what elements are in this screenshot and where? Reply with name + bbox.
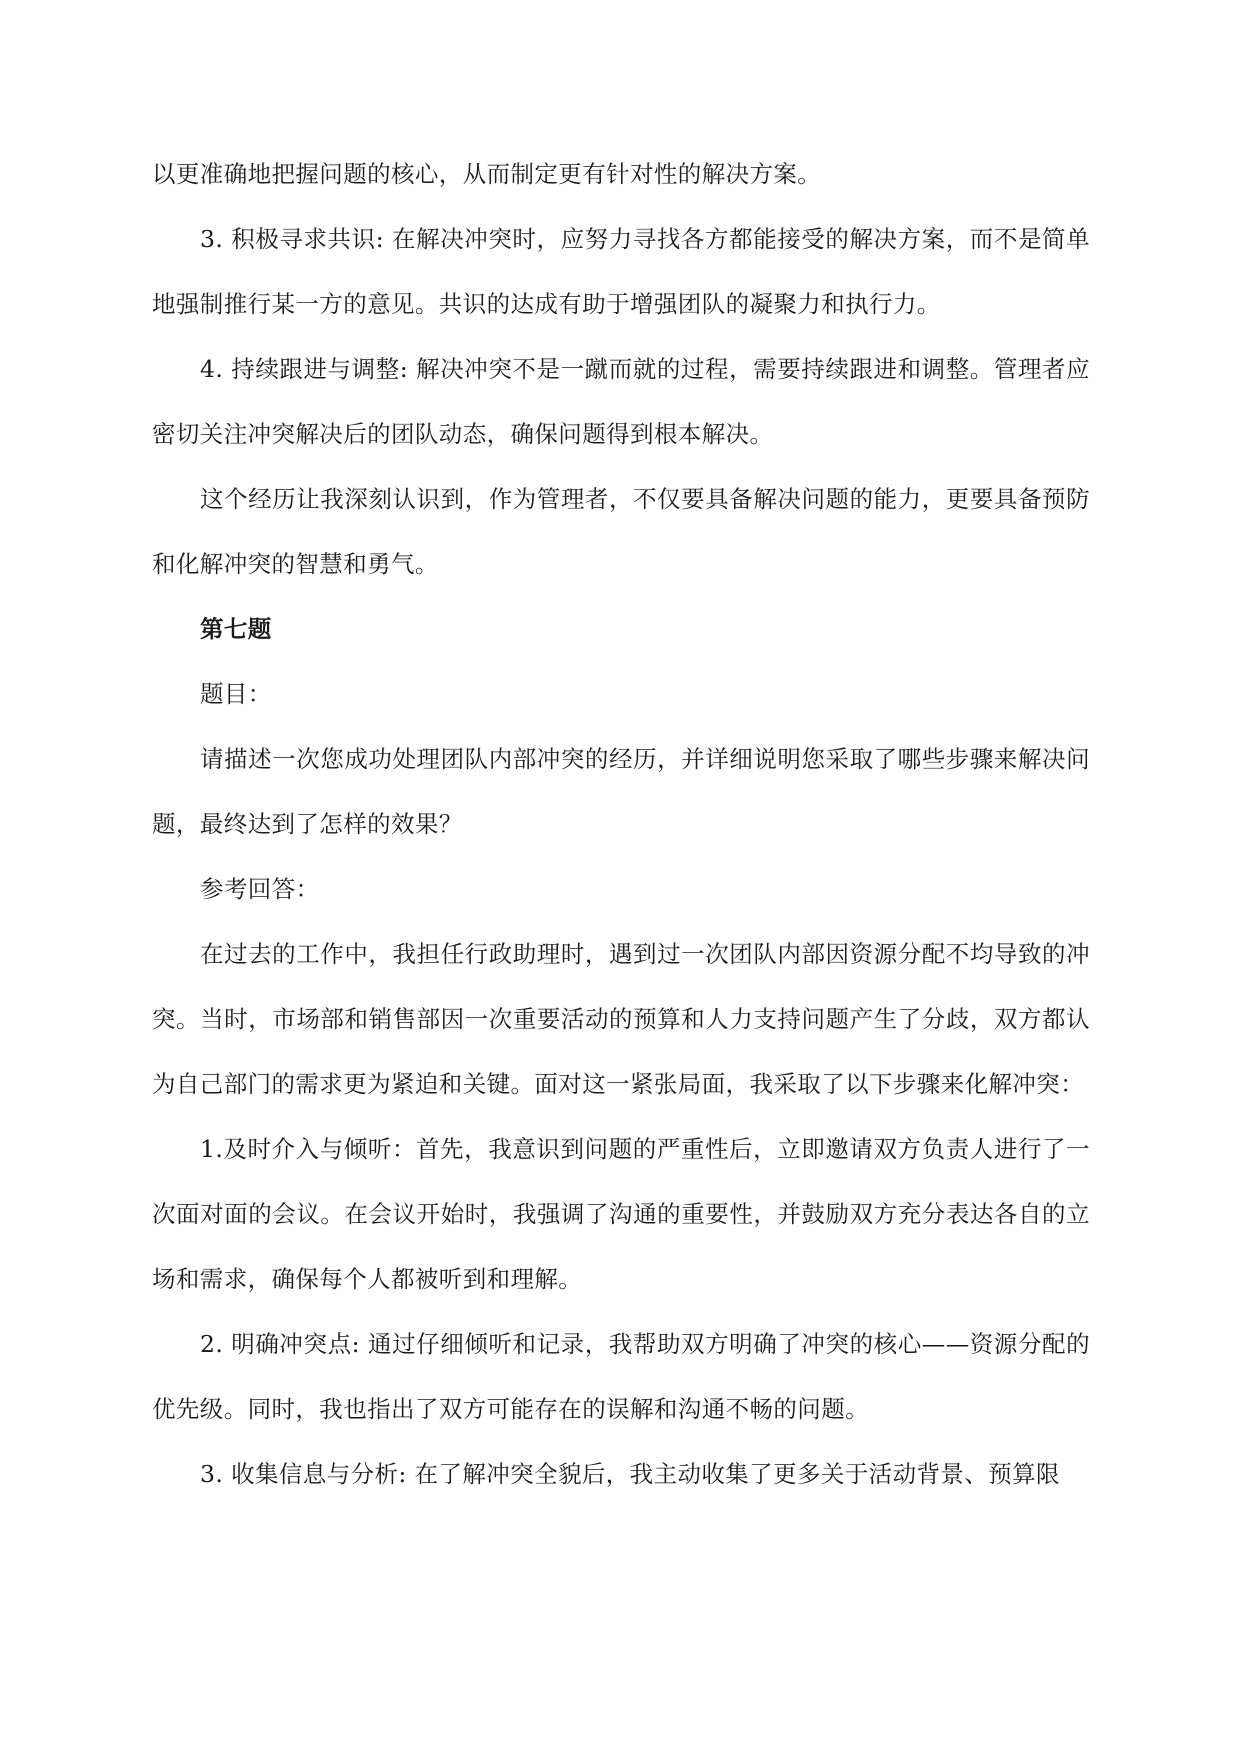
paragraph-point-3-consensus: 3. 积极寻求共识: 在解决冲突时，应努力寻找各方都能接受的解决方案，而不是简单地强制推行某一方的意见。共识的达成有助于增强团队的凝聚力和执行力。 bbox=[152, 225, 1090, 318]
question-text: 请描述一次您成功处理团队内部冲突的经历，并详细说明您采取了哪些步骤来解决问题，最终达到了怎样的效果？ bbox=[152, 745, 1090, 838]
answer-step-2: 2. 明确冲突点: 通过仔细倾听和记录，我帮助双方明确了冲突的核心——资源分配的优先级。同时，我也指出了双方可能存在的误解和沟通不畅的问题。 bbox=[152, 1330, 1090, 1423]
section-heading: 第七题 bbox=[200, 615, 272, 643]
answer-intro: 在过去的工作中，我担任行政助理时，遇到过一次团队内部因资源分配不均导致的冲突。当时，市场部和销售部因一次重要活动的预算和人力支持问题产生了分歧，双方都认为自己部门的需求更为紧迫和关键。面对这一紧张局面，我采取了以下步骤来化解冲突： bbox=[152, 940, 1090, 1098]
answer-step-1: 1.及时介入与倾听：首先，我意识到问题的严重性后，立即邀请双方负责人进行了一次面对面的会议。在会议开始时，我强调了沟通的重要性，并鼓励双方充分表达各自的立场和需求，确保每个人都被听到和理解。 bbox=[152, 1135, 1090, 1293]
document-body bbox=[152, 142, 1090, 1507]
question-label: 题目： bbox=[200, 680, 272, 708]
answer-label: 参考回答： bbox=[200, 875, 320, 903]
paragraph-reflection: 这个经历让我深刻认识到，作为管理者，不仅要具备解决问题的能力，更要具备预防和化解冲突的智慧和勇气。 bbox=[152, 485, 1090, 578]
answer-step-3: 3. 收集信息与分析: 在了解冲突全貌后，我主动收集了更多关于活动背景、预算限 bbox=[200, 1460, 1060, 1488]
paragraph-point-4-followup: 4. 持续跟进与调整: 解决冲突不是一蹴而就的过程，需要持续跟进和调整。管理者应密切关注冲突解决后的团队动态，确保问题得到根本解决。 bbox=[152, 355, 1090, 448]
paragraph-continuation: 以更准确地把握问题的核心，从而制定更有针对性的解决方案。 bbox=[152, 160, 822, 188]
